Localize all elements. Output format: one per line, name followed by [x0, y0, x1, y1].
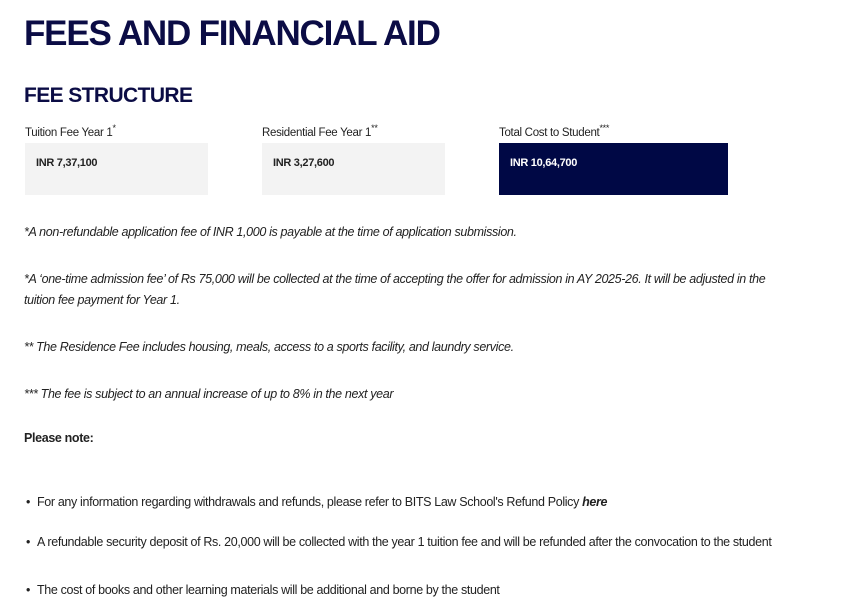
page-title: FEES AND FINANCIAL AID	[24, 14, 440, 53]
list-item	[24, 580, 794, 601]
list-item	[24, 492, 794, 513]
bullet-text: A refundable security deposit of Rs. 20,000 will be collected with the year 1 tuition fee and will be refunded after the convocation to the student	[37, 535, 772, 549]
tuition-label: Tuition Fee Year 1*	[25, 123, 116, 139]
residential-label: Residential Fee Year 1**	[262, 123, 378, 139]
note-annual-increase: *** The fee is subject to an annual increase of up to 8% in the next year	[24, 387, 394, 401]
section-heading: FEE STRUCTURE	[24, 84, 193, 107]
total-cost-value: INR 10,64,700	[499, 143, 728, 195]
list-item	[24, 532, 794, 553]
bullet-icon: •	[26, 495, 31, 509]
tuition-fee-value: INR 7,37,100	[25, 143, 208, 195]
bullet-icon: •	[26, 583, 31, 597]
total-label: Total Cost to Student***	[499, 123, 610, 139]
refund-policy-link[interactable]: here	[582, 495, 608, 509]
note-residence-fee: ** The Residence Fee includes housing, meals, access to a sports facility, and laundry service.	[24, 340, 514, 354]
note-admission-fee: *A ‘one-time admission fee’ of Rs 75,000 will be collected at the time of accepting the offer for admission in AY 2025-26. It will be adjusted in the tuition fee payment for Year 1.	[24, 272, 766, 307]
please-note-heading: Please note:	[24, 431, 94, 445]
bullet-text: For any information regarding withdrawals and refunds, please refer to BITS Law School's Refund Policy	[37, 495, 583, 509]
bullet-icon: •	[26, 535, 31, 549]
note-application-fee: *A non-refundable application fee of INR 1,000 is payable at the time of application submission.	[24, 225, 517, 239]
residential-fee-value: INR 3,27,600	[262, 143, 445, 195]
bullet-text: The cost of books and other learning materials will be additional and borne by the student	[37, 583, 500, 597]
